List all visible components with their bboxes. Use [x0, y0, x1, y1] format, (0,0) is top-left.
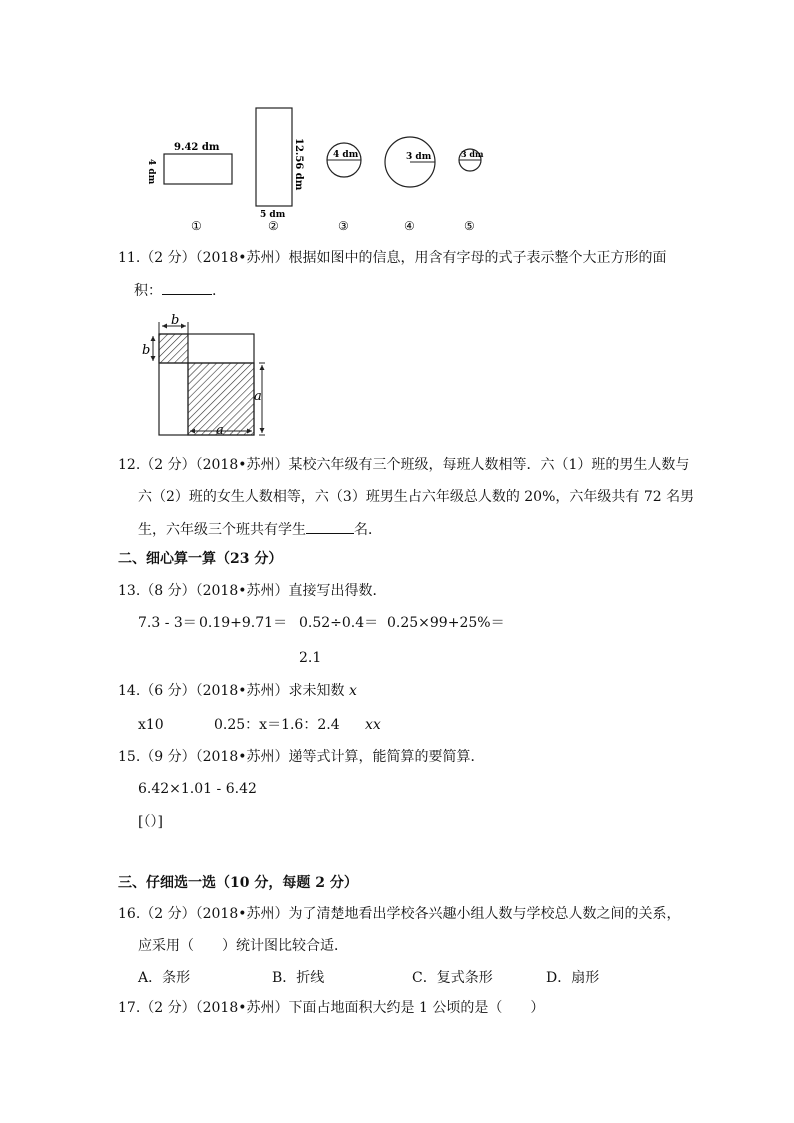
q12-prefix: 生，六年级三个班共有学生: [138, 522, 306, 538]
q11-prefix: 积：: [134, 283, 162, 299]
q17-line1: 17.（2 分）（2018•苏州）下面占地面积大约是 1 公顷的是（ ）: [118, 1000, 545, 1016]
q16-line1: 16.（2 分）（2018•苏州）为了清楚地看出学校各兴趣小组人数与学校总人数之间的关系，: [118, 906, 681, 922]
q12-line2: 六（2）班的女生人数相等，六（3）班男生占六年级总人数的 20%，六年级共有 72 名男: [138, 489, 695, 505]
shapes-figure: [138, 104, 498, 236]
q15-expr: 6.42×1.01 - 6.42: [138, 781, 257, 797]
q11-line2: [134, 280, 216, 301]
caption-1: ①: [191, 219, 202, 233]
q16-option-d[interactable]: D．扇形: [546, 970, 600, 986]
section2-heading: 二、细心算一算（23 分）: [118, 551, 283, 567]
q15-bracket: [（）]: [138, 814, 163, 830]
q13-item2: 0.19+9.71＝: [199, 615, 288, 631]
q12-line1: 12.（2 分）（2018•苏州）某校六年级有三个班级，每班人数相等．六（1）班的男生人数与: [118, 457, 690, 473]
rect1-height-label: 4 dm: [146, 159, 156, 185]
caption-5: ⑤: [464, 219, 475, 233]
q12-suffix: 名．: [354, 522, 382, 538]
q16-option-c[interactable]: C．复式条形: [412, 970, 493, 986]
caption-2: ②: [268, 219, 279, 233]
label-b-left: b: [142, 343, 151, 358]
rect2-height-label: 12.56 dm: [293, 138, 304, 191]
q14-stem: [118, 681, 357, 701]
rect1-width-label: 9.42 dm: [174, 142, 220, 153]
circle5-label: 3 dm: [461, 149, 484, 159]
caption-3: ③: [338, 219, 349, 233]
q16-option-b[interactable]: B．折线: [272, 970, 325, 986]
small-square-b: [159, 334, 188, 363]
q14-stem-text: 14.（6 分）（2018•苏州）求未知数: [118, 683, 349, 699]
q14-stem-var: x: [348, 683, 357, 699]
square-figure: [140, 312, 270, 442]
q16-line2: 应采用（ ）统计图比较合适．: [138, 938, 348, 954]
section3-heading: 三、仔细选一选（10 分，每题 2 分）: [118, 875, 358, 891]
q11-suffix: .: [212, 283, 217, 299]
q14-item2: 0.25：x＝1.6：2.4: [214, 717, 340, 733]
q13-extra: 2.1: [299, 650, 322, 666]
q16-option-a[interactable]: A．条形: [138, 970, 191, 986]
q11-answer-blank[interactable]: [162, 280, 212, 295]
label-a-bottom: a: [216, 423, 224, 438]
q15-stem: 15.（9 分）（2018•苏州）递等式计算，能简算的要简算．: [118, 749, 485, 765]
q13-item4: 0.25×99+25%＝: [387, 615, 505, 631]
q13-item3: 0.52÷0.4＝: [299, 615, 379, 631]
circle4-label: 3 dm: [406, 152, 432, 162]
circle3-label: 4 dm: [333, 150, 359, 160]
label-a-right: a: [254, 389, 262, 404]
label-b-top: b: [171, 313, 180, 328]
q14-item1: x10: [138, 717, 164, 733]
q13-item1: 7.3 - 3＝: [138, 615, 197, 631]
q12-answer-blank[interactable]: [306, 519, 354, 534]
rect2-width-label: 5 dm: [260, 210, 286, 220]
q11-line1: 11.（2 分）（2018•苏州）根据如图中的信息，用含有字母的式子表示整个大正方形的面: [118, 250, 667, 266]
q13-stem: 13.（8 分）（2018•苏州）直接写出得数．: [118, 583, 387, 599]
q14-item3: xx: [365, 717, 381, 733]
caption-4: ④: [404, 219, 415, 233]
q12-line3: [138, 519, 382, 540]
